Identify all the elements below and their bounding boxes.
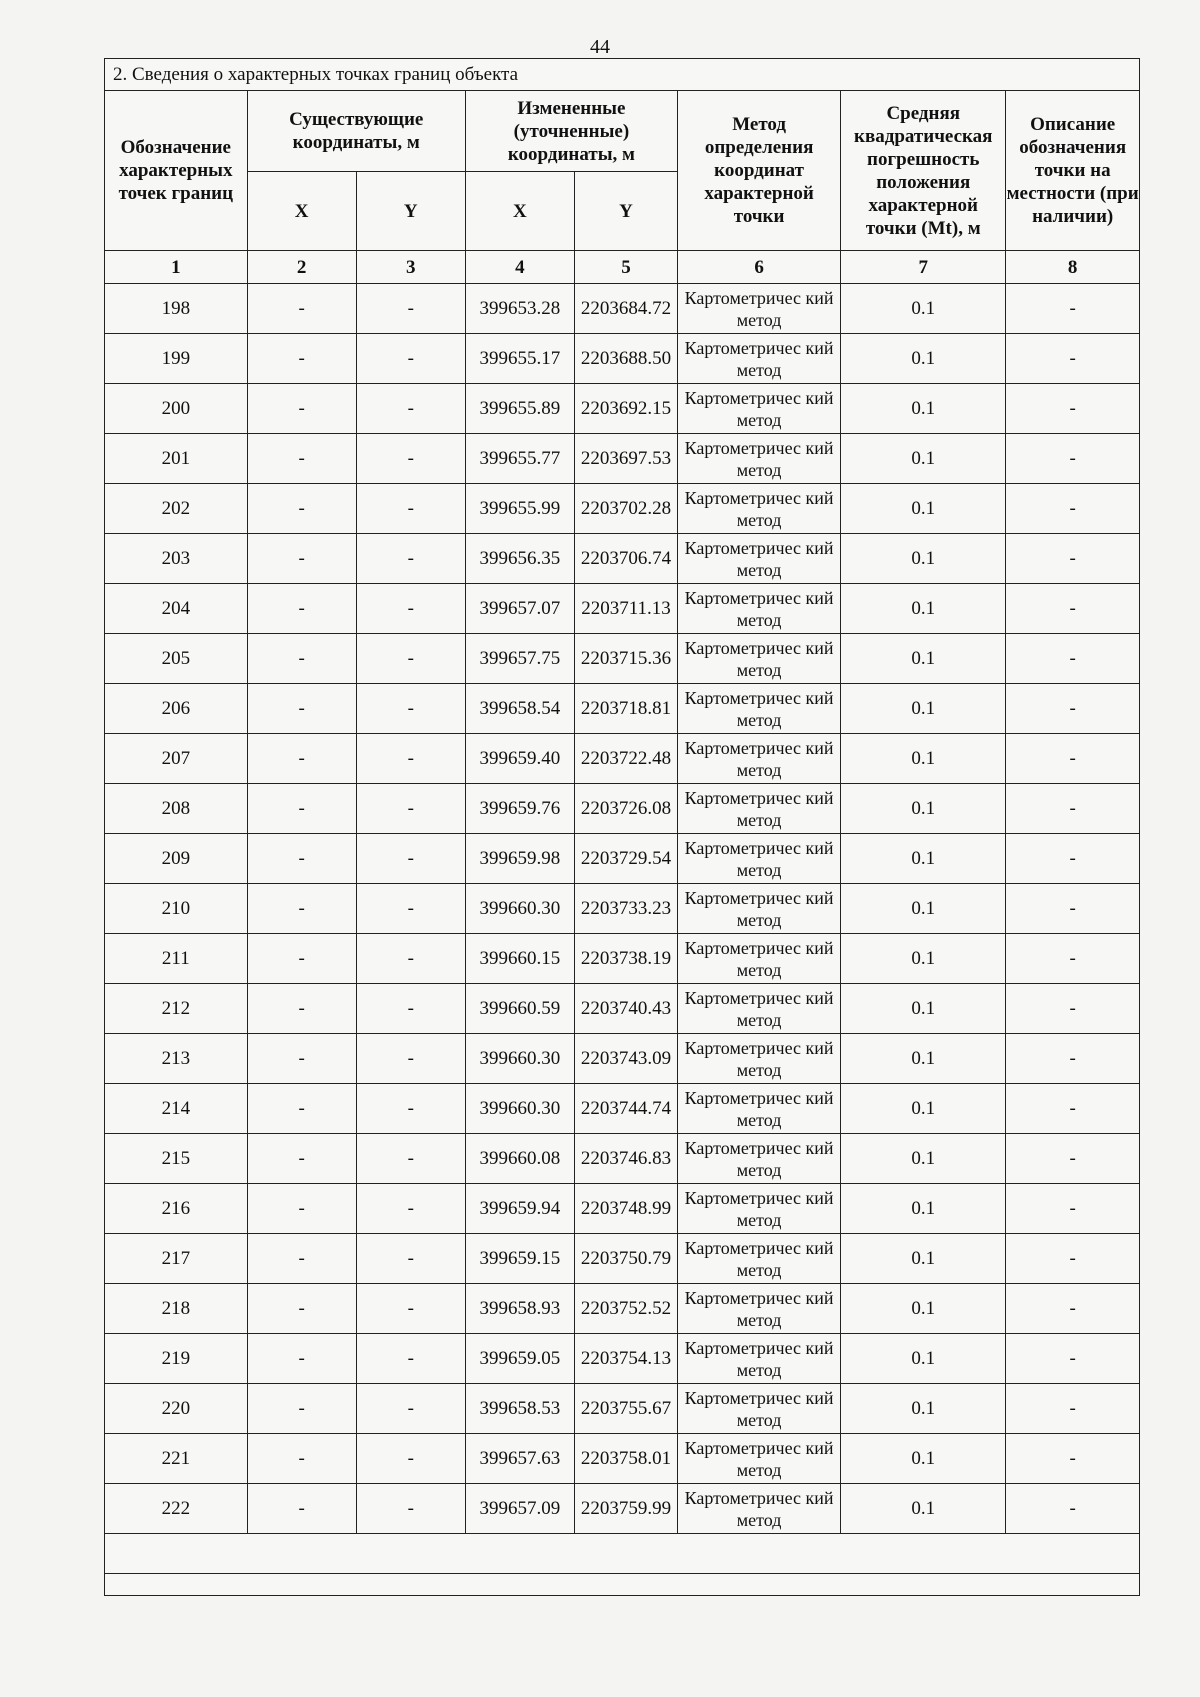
x-cell: 399655.17 bbox=[465, 334, 574, 384]
x-cell: 399657.75 bbox=[465, 634, 574, 684]
description-cell: - bbox=[1006, 634, 1139, 684]
point-cell: 222 bbox=[105, 1484, 247, 1534]
description-cell: - bbox=[1006, 534, 1139, 584]
method-cell: Картометричес кий метод bbox=[678, 784, 841, 834]
y-cell: 2203748.99 bbox=[574, 1184, 677, 1234]
existing-y-cell: - bbox=[356, 1334, 465, 1384]
existing-x-cell: - bbox=[247, 1384, 356, 1434]
y-cell: 2203740.43 bbox=[574, 984, 677, 1034]
existing-x-cell: - bbox=[247, 384, 356, 434]
x-cell: 399660.30 bbox=[465, 1084, 574, 1134]
existing-y-cell: - bbox=[356, 284, 465, 334]
header-changed-coords: Измененные (уточненные) координаты, м bbox=[465, 91, 677, 172]
description-cell: - bbox=[1006, 334, 1139, 384]
y-cell: 2203759.99 bbox=[574, 1484, 677, 1534]
column-number: 4 bbox=[465, 251, 574, 284]
error-cell: 0.1 bbox=[841, 284, 1006, 334]
existing-y-cell: - bbox=[356, 1184, 465, 1234]
table-row bbox=[105, 1084, 1139, 1134]
table-row bbox=[105, 284, 1139, 334]
error-cell: 0.1 bbox=[841, 1384, 1006, 1434]
header-existing-y: Y bbox=[356, 172, 465, 251]
description-cell: - bbox=[1006, 984, 1139, 1034]
header-existing-coords: Существующие координаты, м bbox=[247, 91, 465, 172]
error-cell: 0.1 bbox=[841, 1084, 1006, 1134]
y-cell: 2203744.74 bbox=[574, 1084, 677, 1134]
x-cell: 399657.09 bbox=[465, 1484, 574, 1534]
method-cell: Картометричес кий метод bbox=[678, 1484, 841, 1534]
x-cell: 399660.30 bbox=[465, 1034, 574, 1084]
description-cell: - bbox=[1006, 1134, 1139, 1184]
error-cell: 0.1 bbox=[841, 784, 1006, 834]
method-cell: Картометричес кий метод bbox=[678, 1334, 841, 1384]
x-cell: 399659.15 bbox=[465, 1234, 574, 1284]
existing-x-cell: - bbox=[247, 1284, 356, 1334]
y-cell: 2203733.23 bbox=[574, 884, 677, 934]
existing-x-cell: - bbox=[247, 484, 356, 534]
point-cell: 200 bbox=[105, 384, 247, 434]
existing-y-cell: - bbox=[356, 384, 465, 434]
points-table bbox=[105, 91, 1139, 1574]
table-row bbox=[105, 1284, 1139, 1334]
error-cell: 0.1 bbox=[841, 984, 1006, 1034]
y-cell: 2203718.81 bbox=[574, 684, 677, 734]
point-cell: 201 bbox=[105, 434, 247, 484]
table-row bbox=[105, 1384, 1139, 1434]
description-cell: - bbox=[1006, 434, 1139, 484]
point-cell: 207 bbox=[105, 734, 247, 784]
error-cell: 0.1 bbox=[841, 834, 1006, 884]
header-method: Метод определения координат характерной точки bbox=[678, 91, 841, 251]
header-description: Описание обозначения точки на местности (при наличии) bbox=[1006, 91, 1139, 251]
header-point-designation: Обозначение характерных точек границ bbox=[105, 91, 247, 251]
existing-x-cell: - bbox=[247, 534, 356, 584]
x-cell: 399655.77 bbox=[465, 434, 574, 484]
page-number: 44 bbox=[590, 36, 610, 58]
table-row bbox=[105, 1484, 1139, 1534]
description-cell: - bbox=[1006, 1084, 1139, 1134]
method-cell: Картометричес кий метод bbox=[678, 984, 841, 1034]
error-cell: 0.1 bbox=[841, 1234, 1006, 1284]
error-cell: 0.1 bbox=[841, 1434, 1006, 1484]
error-cell: 0.1 bbox=[841, 634, 1006, 684]
existing-y-cell: - bbox=[356, 584, 465, 634]
table-row bbox=[105, 1234, 1139, 1284]
existing-x-cell: - bbox=[247, 1184, 356, 1234]
existing-x-cell: - bbox=[247, 784, 356, 834]
column-number: 5 bbox=[574, 251, 677, 284]
point-cell: 203 bbox=[105, 534, 247, 584]
description-cell: - bbox=[1006, 1234, 1139, 1284]
method-cell: Картометричес кий метод bbox=[678, 1034, 841, 1084]
x-cell: 399658.54 bbox=[465, 684, 574, 734]
point-cell: 211 bbox=[105, 934, 247, 984]
document-frame bbox=[104, 58, 1140, 1596]
method-cell: Картометричес кий метод bbox=[678, 734, 841, 784]
existing-y-cell: - bbox=[356, 884, 465, 934]
existing-y-cell: - bbox=[356, 1384, 465, 1434]
point-cell: 204 bbox=[105, 584, 247, 634]
x-cell: 399655.89 bbox=[465, 384, 574, 434]
y-cell: 2203706.74 bbox=[574, 534, 677, 584]
error-cell: 0.1 bbox=[841, 434, 1006, 484]
existing-y-cell: - bbox=[356, 1034, 465, 1084]
point-cell: 198 bbox=[105, 284, 247, 334]
x-cell: 399658.53 bbox=[465, 1384, 574, 1434]
description-cell: - bbox=[1006, 884, 1139, 934]
method-cell: Картометричес кий метод bbox=[678, 1434, 841, 1484]
error-cell: 0.1 bbox=[841, 734, 1006, 784]
method-cell: Картометричес кий метод bbox=[678, 284, 841, 334]
point-cell: 202 bbox=[105, 484, 247, 534]
header-existing-x: X bbox=[247, 172, 356, 251]
existing-x-cell: - bbox=[247, 1034, 356, 1084]
error-cell: 0.1 bbox=[841, 584, 1006, 634]
x-cell: 399659.94 bbox=[465, 1184, 574, 1234]
table-row bbox=[105, 884, 1139, 934]
existing-y-cell: - bbox=[356, 684, 465, 734]
description-cell: - bbox=[1006, 484, 1139, 534]
description-cell: - bbox=[1006, 734, 1139, 784]
x-cell: 399655.99 bbox=[465, 484, 574, 534]
column-number: 8 bbox=[1006, 251, 1139, 284]
y-cell: 2203715.36 bbox=[574, 634, 677, 684]
existing-x-cell: - bbox=[247, 984, 356, 1034]
table-row bbox=[105, 334, 1139, 384]
error-cell: 0.1 bbox=[841, 1184, 1006, 1234]
y-cell: 2203738.19 bbox=[574, 934, 677, 984]
table-row bbox=[105, 684, 1139, 734]
existing-x-cell: - bbox=[247, 284, 356, 334]
existing-x-cell: - bbox=[247, 584, 356, 634]
column-number: 3 bbox=[356, 251, 465, 284]
table-row bbox=[105, 1434, 1139, 1484]
error-cell: 0.1 bbox=[841, 1284, 1006, 1334]
table-row bbox=[105, 1184, 1139, 1234]
point-cell: 213 bbox=[105, 1034, 247, 1084]
method-cell: Картометричес кий метод bbox=[678, 334, 841, 384]
existing-y-cell: - bbox=[356, 1234, 465, 1284]
x-cell: 399660.59 bbox=[465, 984, 574, 1034]
y-cell: 2203702.28 bbox=[574, 484, 677, 534]
description-cell: - bbox=[1006, 1434, 1139, 1484]
table-row bbox=[105, 784, 1139, 834]
table-row bbox=[105, 934, 1139, 984]
existing-x-cell: - bbox=[247, 1134, 356, 1184]
existing-x-cell: - bbox=[247, 684, 356, 734]
error-cell: 0.1 bbox=[841, 534, 1006, 584]
header-changed-x: X bbox=[465, 172, 574, 251]
method-cell: Картометричес кий метод bbox=[678, 1084, 841, 1134]
method-cell: Картометричес кий метод bbox=[678, 634, 841, 684]
method-cell: Картометричес кий метод bbox=[678, 1384, 841, 1434]
method-cell: Картометричес кий метод bbox=[678, 1284, 841, 1334]
column-number: 7 bbox=[841, 251, 1006, 284]
y-cell: 2203726.08 bbox=[574, 784, 677, 834]
description-cell: - bbox=[1006, 1334, 1139, 1384]
description-cell: - bbox=[1006, 934, 1139, 984]
description-cell: - bbox=[1006, 284, 1139, 334]
table-row bbox=[105, 1034, 1139, 1084]
description-cell: - bbox=[1006, 584, 1139, 634]
table-row bbox=[105, 634, 1139, 684]
existing-x-cell: - bbox=[247, 1484, 356, 1534]
existing-x-cell: - bbox=[247, 634, 356, 684]
error-cell: 0.1 bbox=[841, 684, 1006, 734]
description-cell: - bbox=[1006, 1284, 1139, 1334]
y-cell: 2203697.53 bbox=[574, 434, 677, 484]
table-empty-row bbox=[105, 1534, 1139, 1574]
description-cell: - bbox=[1006, 684, 1139, 734]
x-cell: 399659.05 bbox=[465, 1334, 574, 1384]
x-cell: 399660.30 bbox=[465, 884, 574, 934]
error-cell: 0.1 bbox=[841, 1034, 1006, 1084]
method-cell: Картометричес кий метод bbox=[678, 534, 841, 584]
x-cell: 399656.35 bbox=[465, 534, 574, 584]
method-cell: Картометричес кий метод bbox=[678, 684, 841, 734]
method-cell: Картометричес кий метод bbox=[678, 1234, 841, 1284]
x-cell: 399660.15 bbox=[465, 934, 574, 984]
existing-x-cell: - bbox=[247, 934, 356, 984]
point-cell: 199 bbox=[105, 334, 247, 384]
description-cell: - bbox=[1006, 784, 1139, 834]
x-cell: 399653.28 bbox=[465, 284, 574, 334]
table-row bbox=[105, 834, 1139, 884]
existing-y-cell: - bbox=[356, 734, 465, 784]
existing-y-cell: - bbox=[356, 784, 465, 834]
existing-x-cell: - bbox=[247, 1234, 356, 1284]
y-cell: 2203754.13 bbox=[574, 1334, 677, 1384]
point-cell: 209 bbox=[105, 834, 247, 884]
existing-y-cell: - bbox=[356, 334, 465, 384]
existing-y-cell: - bbox=[356, 834, 465, 884]
x-cell: 399659.40 bbox=[465, 734, 574, 784]
empty-cell bbox=[105, 1534, 1139, 1574]
existing-y-cell: - bbox=[356, 1434, 465, 1484]
y-cell: 2203758.01 bbox=[574, 1434, 677, 1484]
existing-y-cell: - bbox=[356, 634, 465, 684]
description-cell: - bbox=[1006, 1184, 1139, 1234]
y-cell: 2203684.72 bbox=[574, 284, 677, 334]
description-cell: - bbox=[1006, 834, 1139, 884]
method-cell: Картометричес кий метод bbox=[678, 884, 841, 934]
existing-x-cell: - bbox=[247, 334, 356, 384]
point-cell: 205 bbox=[105, 634, 247, 684]
point-cell: 219 bbox=[105, 1334, 247, 1384]
existing-x-cell: - bbox=[247, 834, 356, 884]
existing-y-cell: - bbox=[356, 534, 465, 584]
description-cell: - bbox=[1006, 1484, 1139, 1534]
point-cell: 221 bbox=[105, 1434, 247, 1484]
existing-y-cell: - bbox=[356, 1134, 465, 1184]
existing-y-cell: - bbox=[356, 1284, 465, 1334]
error-cell: 0.1 bbox=[841, 1134, 1006, 1184]
existing-y-cell: - bbox=[356, 434, 465, 484]
point-cell: 218 bbox=[105, 1284, 247, 1334]
point-cell: 217 bbox=[105, 1234, 247, 1284]
point-cell: 216 bbox=[105, 1184, 247, 1234]
method-cell: Картометричес кий метод bbox=[678, 934, 841, 984]
y-cell: 2203752.52 bbox=[574, 1284, 677, 1334]
column-number: 1 bbox=[105, 251, 247, 284]
y-cell: 2203755.67 bbox=[574, 1384, 677, 1434]
table-row bbox=[105, 734, 1139, 784]
existing-x-cell: - bbox=[247, 734, 356, 784]
method-cell: Картометричес кий метод bbox=[678, 1134, 841, 1184]
header-error: Средняя квадратическая погрешность положения характерной точки (Mt), м bbox=[841, 91, 1006, 251]
table-row bbox=[105, 484, 1139, 534]
point-cell: 210 bbox=[105, 884, 247, 934]
error-cell: 0.1 bbox=[841, 934, 1006, 984]
error-cell: 0.1 bbox=[841, 384, 1006, 434]
error-cell: 0.1 bbox=[841, 484, 1006, 534]
point-cell: 214 bbox=[105, 1084, 247, 1134]
y-cell: 2203743.09 bbox=[574, 1034, 677, 1084]
y-cell: 2203688.50 bbox=[574, 334, 677, 384]
existing-x-cell: - bbox=[247, 884, 356, 934]
method-cell: Картометричес кий метод bbox=[678, 584, 841, 634]
error-cell: 0.1 bbox=[841, 884, 1006, 934]
existing-x-cell: - bbox=[247, 434, 356, 484]
table-row bbox=[105, 584, 1139, 634]
method-cell: Картометричес кий метод bbox=[678, 434, 841, 484]
table-row bbox=[105, 534, 1139, 584]
x-cell: 399657.63 bbox=[465, 1434, 574, 1484]
column-number: 2 bbox=[247, 251, 356, 284]
method-cell: Картометричес кий метод bbox=[678, 1184, 841, 1234]
point-cell: 206 bbox=[105, 684, 247, 734]
y-cell: 2203692.15 bbox=[574, 384, 677, 434]
method-cell: Картометричес кий метод bbox=[678, 384, 841, 434]
point-cell: 215 bbox=[105, 1134, 247, 1184]
point-cell: 220 bbox=[105, 1384, 247, 1434]
existing-x-cell: - bbox=[247, 1434, 356, 1484]
existing-y-cell: - bbox=[356, 484, 465, 534]
description-cell: - bbox=[1006, 1384, 1139, 1434]
y-cell: 2203722.48 bbox=[574, 734, 677, 784]
x-cell: 399657.07 bbox=[465, 584, 574, 634]
error-cell: 0.1 bbox=[841, 1484, 1006, 1534]
table-row bbox=[105, 434, 1139, 484]
y-cell: 2203746.83 bbox=[574, 1134, 677, 1184]
section-title: 2. Сведения о характерных точках границ объекта bbox=[105, 59, 1139, 91]
point-cell: 212 bbox=[105, 984, 247, 1034]
x-cell: 399660.08 bbox=[465, 1134, 574, 1184]
y-cell: 2203729.54 bbox=[574, 834, 677, 884]
description-cell: - bbox=[1006, 384, 1139, 434]
description-cell: - bbox=[1006, 1034, 1139, 1084]
x-cell: 399658.93 bbox=[465, 1284, 574, 1334]
header-changed-y: Y bbox=[574, 172, 677, 251]
error-cell: 0.1 bbox=[841, 1334, 1006, 1384]
error-cell: 0.1 bbox=[841, 334, 1006, 384]
y-cell: 2203711.13 bbox=[574, 584, 677, 634]
existing-x-cell: - bbox=[247, 1084, 356, 1134]
table-row bbox=[105, 1334, 1139, 1384]
point-cell: 208 bbox=[105, 784, 247, 834]
y-cell: 2203750.79 bbox=[574, 1234, 677, 1284]
existing-y-cell: - bbox=[356, 1084, 465, 1134]
table-row bbox=[105, 1134, 1139, 1184]
existing-x-cell: - bbox=[247, 1334, 356, 1384]
x-cell: 399659.98 bbox=[465, 834, 574, 884]
existing-y-cell: - bbox=[356, 984, 465, 1034]
table-row bbox=[105, 384, 1139, 434]
table-row bbox=[105, 984, 1139, 1034]
x-cell: 399659.76 bbox=[465, 784, 574, 834]
existing-y-cell: - bbox=[356, 1484, 465, 1534]
column-number: 6 bbox=[678, 251, 841, 284]
method-cell: Картометричес кий метод bbox=[678, 834, 841, 884]
existing-y-cell: - bbox=[356, 934, 465, 984]
method-cell: Картометричес кий метод bbox=[678, 484, 841, 534]
